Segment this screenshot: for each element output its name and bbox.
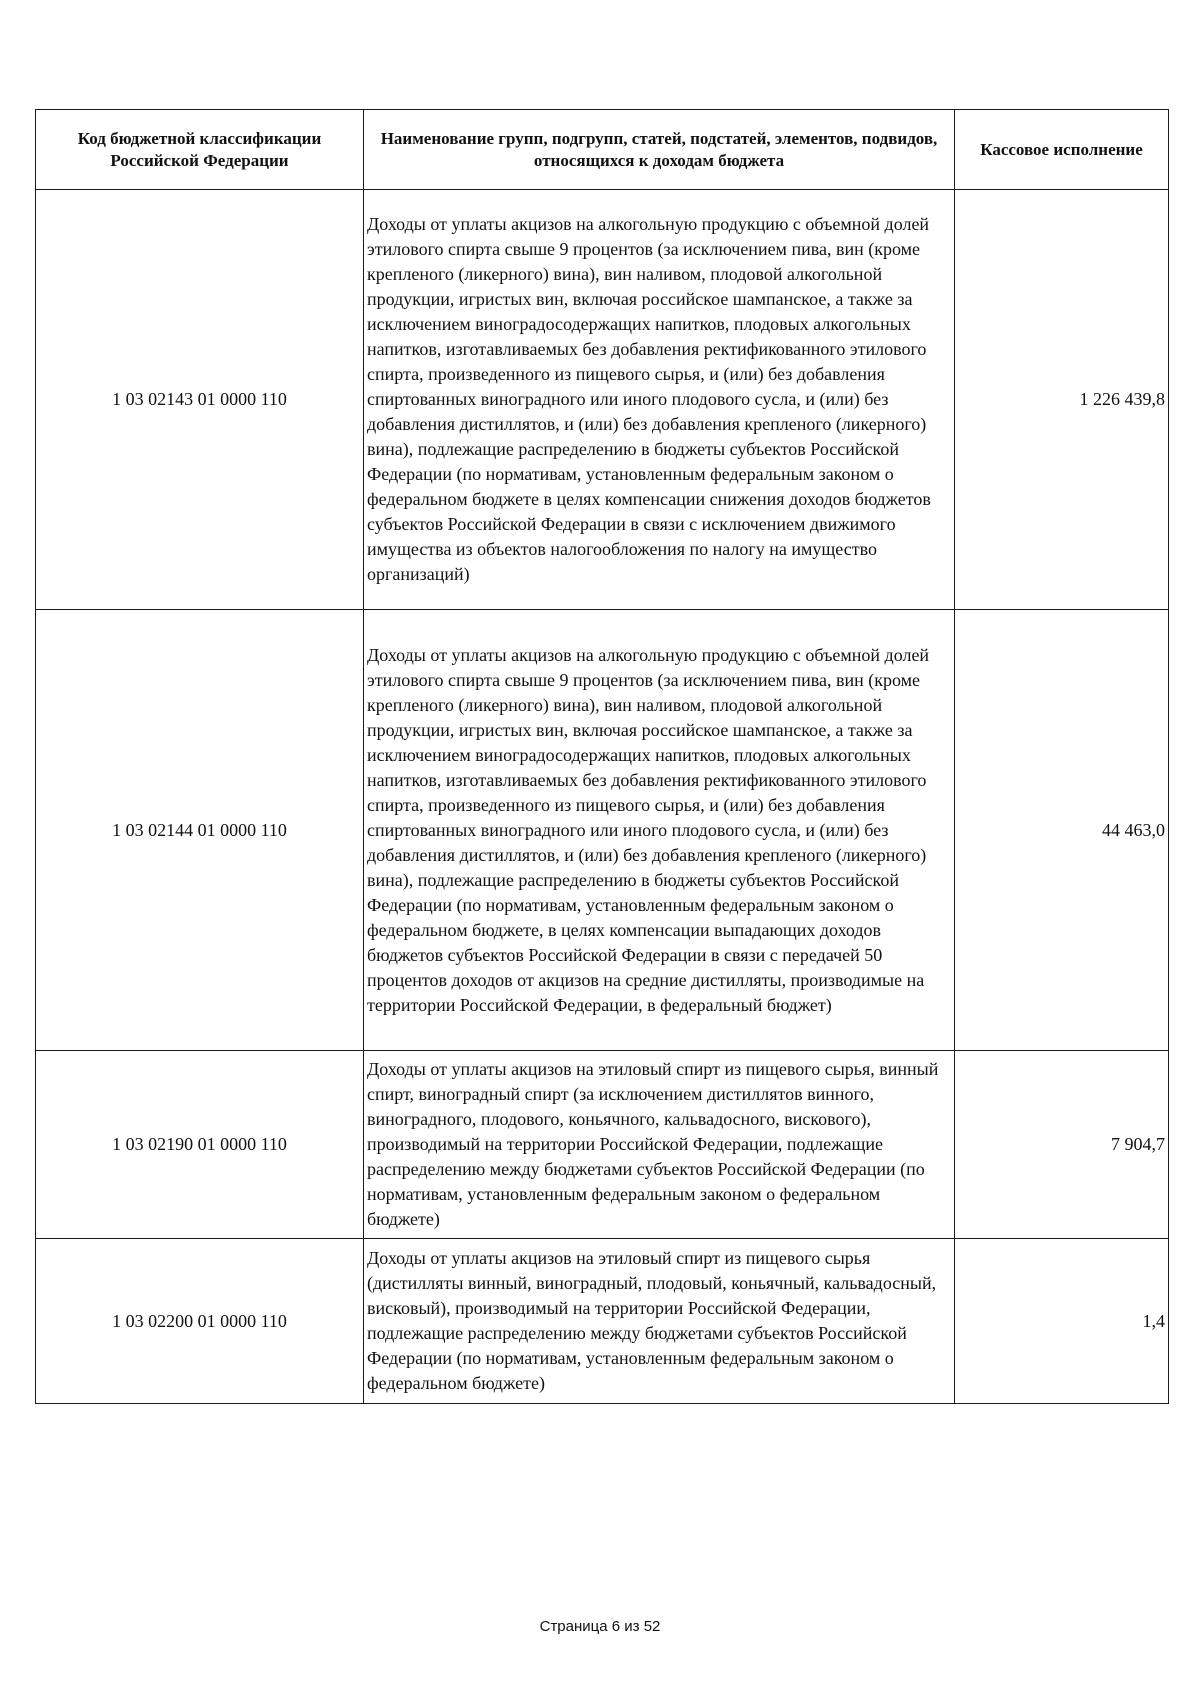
cash-execution-cell: 44 463,0 bbox=[955, 610, 1169, 1051]
revenue-name-cell: Доходы от уплаты акцизов на этиловый спирт из пищевого сырья, винный спирт, виноградный спирт (за исключением дистиллятов винного, виноградного, плодового, коньячного, кальвадосного, вискового), производимый на территории Российской Федерации, подлежащие распределению между бюджетами субъектов Российской Федерации (по нормативам, установленным федеральным законом о федеральном бюджете) bbox=[364, 1051, 955, 1239]
page-number: Страница 6 из 52 bbox=[539, 1618, 661, 1635]
budget-code-cell: 1 03 02144 01 0000 110 bbox=[36, 610, 364, 1051]
revenue-name-cell: Доходы от уплаты акцизов на этиловый спирт из пищевого сырья (дистилляты винный, виноградный, плодовый, коньячный, кальвадосный, висковый), производимый на территории Российской Федерации, подлежащие распределению между бюджетами субъектов Российской Федерации (по нормативам, установленным федеральным законом о федеральном бюджете) bbox=[364, 1239, 955, 1404]
cash-execution-cell: 1 226 439,8 bbox=[955, 190, 1169, 610]
table-row bbox=[36, 610, 1169, 1051]
budget-code-cell: 1 03 02200 01 0000 110 bbox=[36, 1239, 364, 1404]
budget-code-cell: 1 03 02143 01 0000 110 bbox=[36, 190, 364, 610]
header-cash-execution: Кассовое исполнение bbox=[955, 110, 1169, 190]
table-row bbox=[36, 1051, 1169, 1239]
cash-execution-cell: 7 904,7 bbox=[955, 1051, 1169, 1239]
revenue-name-cell: Доходы от уплаты акцизов на алкогольную продукцию с объемной долей этилового спирта свыше 9 процентов (за исключением пива, вин (кроме крепленого (ликерного) вина), вин наливом, плодовой алкогольной продукции, игристых вин, включая российское шампанское, а также за исключением виноградосодержащих напитков, плодовых алкогольных напитков, изготавливаемых без добавления ректификованного этилового спирта, произведенного из пищевого сырья, и (или) без добавления спиртованных виноградного или иного плодового сусла, и (или) без добавления дистиллятов, и (или) без добавления крепленого (ликерного) вина), подлежащие распределению в бюджеты субъектов Российской Федерации (по нормативам, установленным федеральным законом о федеральном бюджете в целях компенсации снижения доходов бюджетов субъектов Российской Федерации в связи с исключением движимого имущества из объектов налогообложения по налогу на имущество организаций) bbox=[364, 190, 955, 610]
table-row bbox=[36, 1239, 1169, 1404]
budget-revenue-table bbox=[35, 109, 1169, 1404]
revenue-name-cell: Доходы от уплаты акцизов на алкогольную продукцию с объемной долей этилового спирта свыше 9 процентов (за исключением пива, вин (кроме крепленого (ликерного) вина), вин наливом, плодовой алкогольной продукции, игристых вин, включая российское шампанское, а также за исключением виноградосодержащих напитков, плодовых алкогольных напитков, изготавливаемых без добавления ректификованного этилового спирта, произведенного из пищевого сырья, и (или) без добавления спиртованных виноградного или иного плодового сусла, и (или) без добавления дистиллятов, и (или) без добавления крепленого (ликерного) вина), подлежащие распределению в бюджеты субъектов Российской Федерации (по нормативам, установленным федеральным законом о федеральном бюджете, в целях компенсации выпадающих доходов бюджетов субъектов Российской Федерации в связи с передачей 50 процентов доходов от акцизов на средние дистилляты, производимые на территории Российской Федерации, в федеральный бюджет) bbox=[364, 610, 955, 1051]
table-row bbox=[36, 190, 1169, 610]
cash-execution-cell: 1,4 bbox=[955, 1239, 1169, 1404]
table-header-row bbox=[36, 110, 1169, 190]
budget-code-cell: 1 03 02190 01 0000 110 bbox=[36, 1051, 364, 1239]
header-revenue-name: Наименование групп, подгрупп, статей, подстатей, элементов, подвидов, относящихся к доходам бюджета bbox=[364, 110, 955, 190]
header-budget-code: Код бюджетной классификации Российской Федерации bbox=[36, 110, 364, 190]
